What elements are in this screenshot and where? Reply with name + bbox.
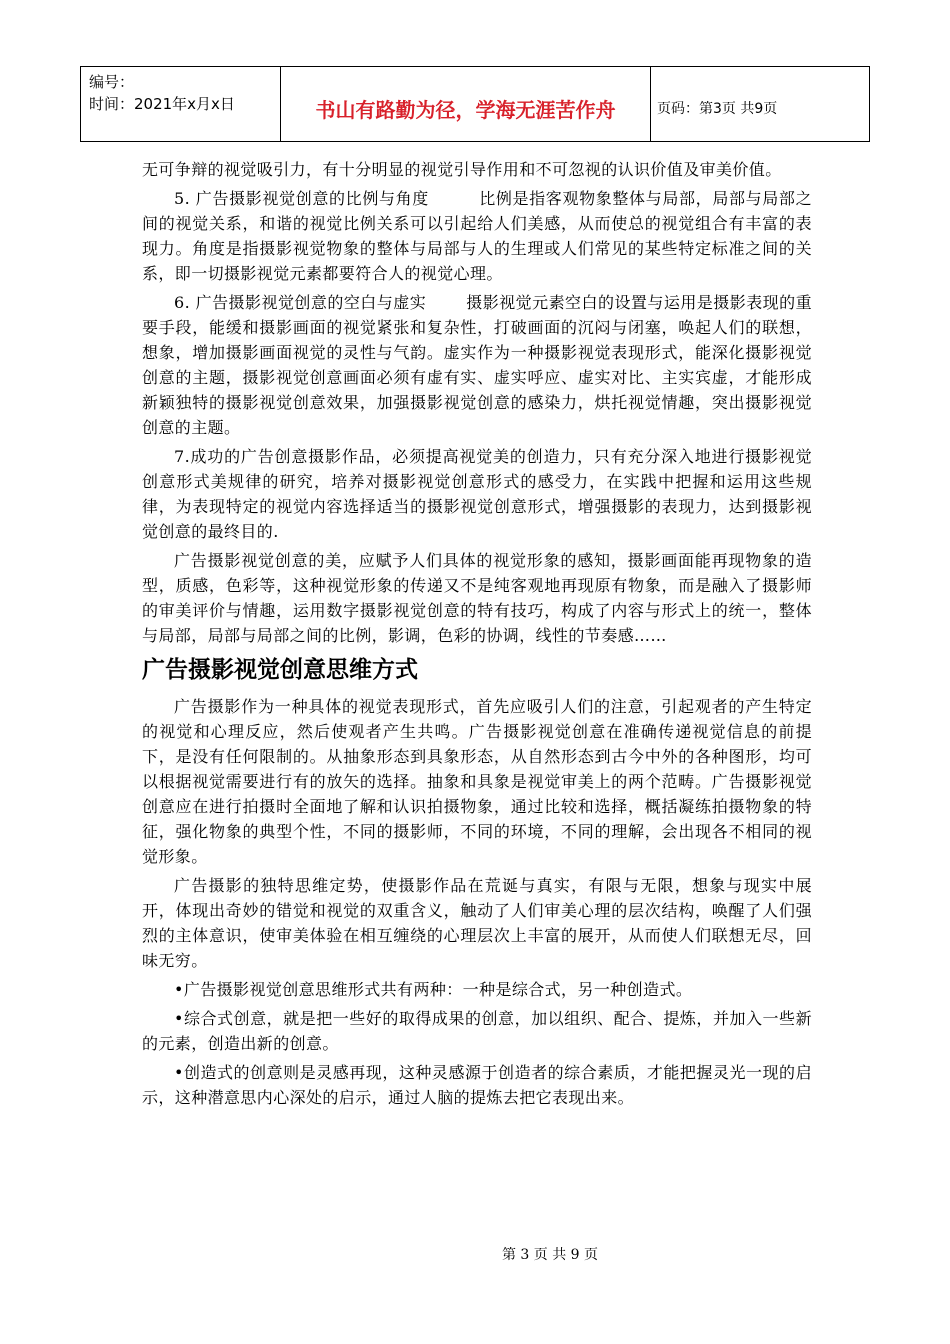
bullet-1: •广告摄影视觉创意思维形式共有两种：一种是综合式，另一种创造式。	[174, 980, 693, 999]
page-footer: 第 3 页 共 9 页	[501, 1247, 599, 1263]
header-left-cell	[81, 67, 281, 141]
paragraph-6: 广告摄影作为一种具体的视觉表现形式，首先应吸引人们的注意，引起观者的产生特定的视觉和心理反应，然后使观者产生共鸣。广告摄影视觉创意在准确传递视觉信息的前提下，是没有任何限制的。从抽象形态到具象形态，从自然形态到古今中外的各种图形，均可以根据视觉需要进行有的放矢的选择。抽象和具象是视觉审美上的两个范畴。广告摄影视觉创意应在进行拍摄时全面地了解和认识拍摄物象，通过比较和选择，概括凝练拍摄物象的特征，强化物象的典型个性，不同的摄影师，不同的环境，不同的理解，会出现各不相同的视觉形象。	[142, 697, 812, 866]
section-heading: 广告摄影视觉创意思维方式	[142, 657, 418, 683]
paragraph-3	[142, 290, 812, 440]
paragraph-2	[142, 186, 812, 286]
bullet-2: •综合式创意，就是把一些好的取得成果的创意，加以组织、配合、提炼，并加入一些新的元素，创造出新的创意。	[142, 1009, 812, 1053]
section-6-body: 摄影视觉元素空白的设置与运用是摄影表现的重要手段，能缓和摄影画面的视觉紧张和复杂性，打破画面的沉闷与闭塞，唤起人们的联想，想象，增加摄影画面视觉的灵性与气韵。虚实作为一种摄影视觉表现形式，能深化摄影视觉创意的主题，摄影视觉创意画面必须有虚有实、虚实呼应、虚实对比、主实宾虚，才能形成新颖独特的摄影视觉创意效果，加强摄影视觉创意的感染力，烘托视觉情趣，突出摄影视觉创意的主题。	[142, 293, 812, 437]
paragraph-1: 无可争辩的视觉吸引力，有十分明显的视觉引导作用和不可忽视的认识价值及审美价值。	[142, 160, 782, 179]
page-header	[80, 66, 870, 142]
paragraph-7: 广告摄影的独特思维定势，使摄影作品在荒诞与真实，有限与无限，想象与现实中展开，体现出奇妙的错觉和视觉的双重含义，触动了人们审美心理的层次结构，唤醒了人们强烈的主体意识，使审美体验在相互缠绕的心理层次上丰富的展开，从而使人们联想无尽，回味无穷。	[142, 876, 812, 970]
number-label: 编号：	[89, 73, 135, 91]
header-motto: 书山有路勤为径，学海无涯苦作舟	[281, 67, 651, 141]
document-body	[142, 157, 812, 1114]
paragraph-5: 广告摄影视觉创意的美，应赋予人们具体的视觉形象的感知，摄影画面能再现物象的造型，质感，色彩等，这种视觉形象的传递又不是纯客观地再现原有物象，而是融入了摄影师的审美评价与情趣，运用数字摄影视觉创意的特有技巧，构成了内容与形式上的统一，整体与局部，局部与局部之间的比例，影调，色彩的协调，线性的节奏感……	[142, 551, 812, 645]
header-page-info: 页码：第3页 共9页	[657, 101, 778, 117]
section-5-title: 5. 广告摄影视觉创意的比例与角度	[174, 189, 429, 208]
date-label: 时间：2021年x月x日	[89, 95, 235, 113]
paragraph-4: 7.成功的广告创意摄影作品，必须提高视觉美的创造力，只有充分深入地进行摄影视觉创意形式美规律的研究，培养对摄影视觉创意形式的感受力，在实践中把握和运用这些规律，为表现特定的视觉内容选择适当的摄影视觉创意形式，增强摄影的表现力，达到摄影视觉创意的最终目的.	[142, 447, 812, 541]
section-6-title: 6. 广告摄影视觉创意的空白与虚实	[174, 293, 427, 312]
section-5-body: 比例是指客观物象整体与局部，局部与局部之间的视觉关系，和谐的视觉比例关系可以引起给人们美感，从而使总的视觉组合有丰富的表现力。角度是指摄影视觉物象的整体与局部与人的生理或人们常见的某些特定标准之间的关系，即一切摄影视觉元素都要符合人的视觉心理。	[142, 189, 812, 283]
bullet-3: •创造式的创意则是灵感再现，这种灵感源于创造者的综合素质，才能把握灵光一现的启示，这种潜意思内心深处的启示，通过人脑的提炼去把它表现出来。	[142, 1063, 812, 1107]
